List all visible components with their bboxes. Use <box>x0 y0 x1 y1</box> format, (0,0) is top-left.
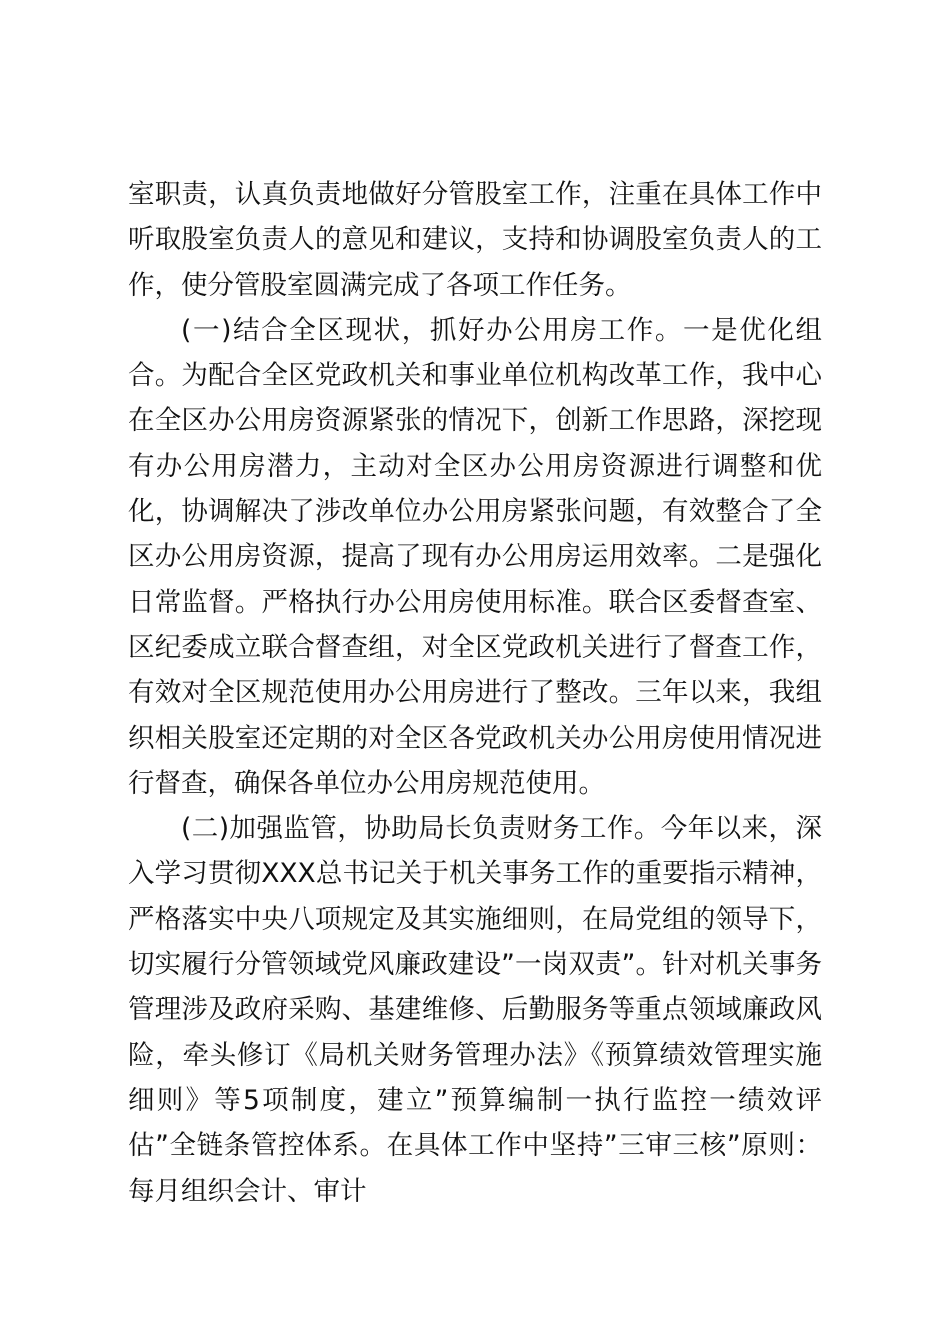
paragraph-intro: 室职责，认真负责地做好分管股室工作，注重在具体工作中听取股室负责人的意见和建议，支持和协调股室负责人的工作，使分管股室圆满完成了各项工作任务。 <box>128 179 822 301</box>
document-body <box>128 172 822 1214</box>
paragraph-finance-supervision: (二)加强监管，协助局长负责财务工作。今年以来，深入学习贯彻XXX总书记关于机关事务工作的重要指示精神，严格落实中央八项规定及其实施细则，在局党组的领导下，切实履行分管领域党风廉政建设”一岗双责”。针对机关事务管理涉及政府采购、基建维修、后勤服务等重点领域廉政风险，牵头修订《局机关财务管理办法》《预算绩效管理实施细则》等5项制度，建立”预算编制一执行监控一绩效评估”全链条管控体系。在具体工作中坚持”三审三核”原则：每月组织会计、审计 <box>128 813 822 1207</box>
paragraph-office-housing: (一)结合全区现状，抓好办公用房工作。一是优化组合。为配合全区党政机关和事业单位机构改革工作，我中心在全区办公用房资源紧张的情况下，创新工作思路，深挖现有办公用房潜力，主动对全区办公用房资源进行调整和优化，协调解决了涉改单位办公用房紧张问题，有效整合了全区办公用房资源，提高了现有办公用房运用效率。二是强化日常监督。严格执行办公用房使用标准。联合区委督查室、区纪委成立联合督查组，对全区党政机关进行了督查工作，有效对全区规范使用办公用房进行了整改。三年以来，我组织相关股室还定期的对全区各党政机关办公用房使用情况进行督查，确保各单位办公用房规范使用。 <box>128 314 822 799</box>
